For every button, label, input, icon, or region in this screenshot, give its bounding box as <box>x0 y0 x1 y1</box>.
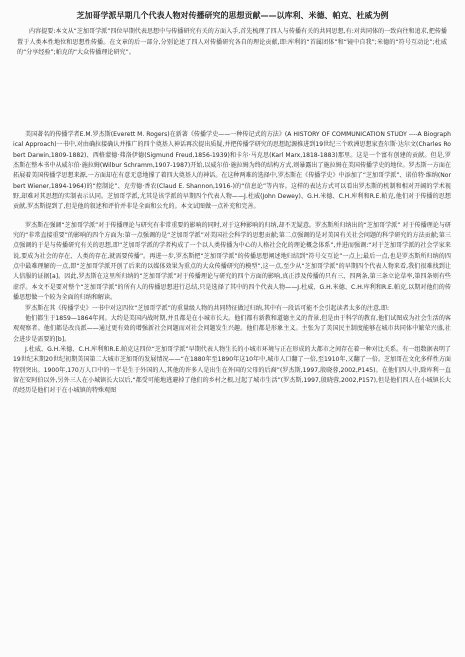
abstract <box>17 27 447 59</box>
paragraph: 罗杰斯在强调“芝加哥学派”对于传播理论与研究有非常重要的影响的同时,对于这种影响的归纳,却不无疑意。罗杰斯所归纳出的“芝加哥学派” 对于传播理论与研究的“非常直接重要”的影响的四个方面为:第一点强调的是“芝加哥学派”对美国社会科学的思想贡献;第二点强调的是对美国有关社会问题的科学研究的方法贡献;第三点强调的于是与传播研究有关的思想,即“芝加哥学派的学者构成了一个以人类传播为中心的人格社会化的理论概念体系”,并进而强调:“对于芝加哥学派的社会学家来说,要成为社会的存在、人类的存在,就需要传播”。再进一步,罗杰斯把“芝加哥学派”的传播思想阐述地归结到“符号交互论”一点上;最后一点,也是罗杰斯所归纳的四点中最难理解的一点,即“芝加哥学派开创了后来的以媒体效果为重点的大众传播研究的模型”,这一点,至少从“芝加哥学派”的早期四个代表人物来看,我们很难找到让人信服的证据[a]。因此,罗杰斯在这里所归纳的“芝加哥学派”对于传播理论与研究的四个方面的影响,真正涉及传播的只有三、四两条,第三条立论草率,第四条则有些虚浮。本文不是要对整个“芝加哥学派”的所有人的传播思想进行总结,只是选择了其中的四个代表人物——J.杜威、G.H.米德、C.H.库利和R.E.帕克,以期对他们的传播思想做一个较为全面的归纳和解读。 <box>13 221 451 302</box>
block-quote: 他们都生于1859—1864年间。大约是美国内战时期,并且都是在小城市长大。他们都有新教和道德主义的背景,但是由于科学的教育,他们试图成为社会生活的客观观察者。他们都是改良派——通过更有效的增强新社会问题而对社会问题发生兴趣。他们都是形象主义。主张为了美国民主制度能够在城市共同体中繁荣兴盛,社会进步是需要的[b]。 <box>13 314 451 343</box>
paragraph: 美国著名的传播学者E.M.罗杰斯(Everett M. Rogers)在新著《传播学史——一种传记式的方法》(A HISTORY OF COMMUNICATION STUDY ----A Biographical Approach)一书中,对由确拉接确认并推广的四个奠基人神话再次提出质疑,并把传播学研究的思想起源推进到19世纪三个欧洲思想家查尔斯·达尔文(Charles Robert Darwin,1809-1882)、西格蒙德·弗洛伊德(Sigmund Freud,1856-1939)和卡尔·马克思(Karl Marx,1818-1883)那里。这是一个富有创建的贡献。但是,罗杰斯在整本书中从威尔伯·施拉姆(Wilbur Schramm,1907-1987)开始,以威尔伯·施拉姆为终的结构方式,则暴露出了施拉姆在美国传播学史的地位。罗杰斯一方面在拓展着美国传播学思想来源,一方面却在有意无意地撑了着四大奠基人的神话。在这种两难的选择中,罗杰斯在《传播学史》中添加了“芝加哥学派”、诺伯特·维纳(Norbert Wiener,1894-1964)的“控制论”、克劳德·香农(Claud E. Shannon,1916-)的“信息论”等内容。这样的表达方式可以看出罗杰斯的机制和相对开阔的学术视野,却难对其思想的实制表示认同。芝加哥学派,尤其是该学派的早期四个代表人物——J.杜威(John Dewey)、G.H.米德、C.H.库利和R.E.帕克,他们对于传播的思想贡献,罗杰斯提到了,但是他的叙述和评价并非是全面和公允的。本文试图做一点补充和完善。 <box>13 131 451 211</box>
abstract-text: 内容提要:本文从“芝加哥学派”四位早期代表思想中与传播研究有关的方面入手,首先梳理了四人与传播有关的共同思想,有:对共同体的一致向往和追求,把传播置于人类本性地位和思想性传播。在文章的后一部分,分别论述了四人对传播研究各自的理论贡献,即:库利的“首属团体”和“镜中自我”;米德的“符号互动论”;杜威的“分享经验”;帕克的“大众传播理论研究”。 <box>17 28 447 56</box>
paragraph: 罗杰斯在其《传播学史》一书中对这四位“芝加哥学派”的重量级人物的共同特征做过归纳,其中有一段话可能不会引起读者太多的注意,即: <box>25 304 390 312</box>
document-title: 芝加哥学派早期几个代表人物对传播研究的思想贡献——以库利、米德、帕克、杜威为例 <box>76 11 389 20</box>
paragraph: J.杜威、G.H.米德、C.H.库利和R.E.帕克这四位“芝加哥学派”早期代表人物生长的小城市环境与正在形成的大都市之间存在着一种对比关系。有一组数据表明了19世纪末期20世纪初期美国第二大城市芝加哥的发展情况——“在1880年至1890年这10年中,城市人口翻了一倍,至1910年,又翻了一倍。芝加哥在文化多样性方面特别突出。1900年,170万人口中的一半是生于外国的人,其他的许多人是出生在外国的父母的后裔”(罗杰斯,1997,殷晓蓉,2002,P145)。在他们四人中,除库利一直留在安阿伯以外,另外三人在小城镇长大以后,“都受可能地逃避掉了他们的乡村之根,过起了城市生活”(罗杰斯,1997,殷晓蓉,2002,P157),但是他们四人在小城镇长大的经历是他们对于在小城镇的特殊观图 <box>13 345 451 395</box>
document-body <box>13 130 451 397</box>
